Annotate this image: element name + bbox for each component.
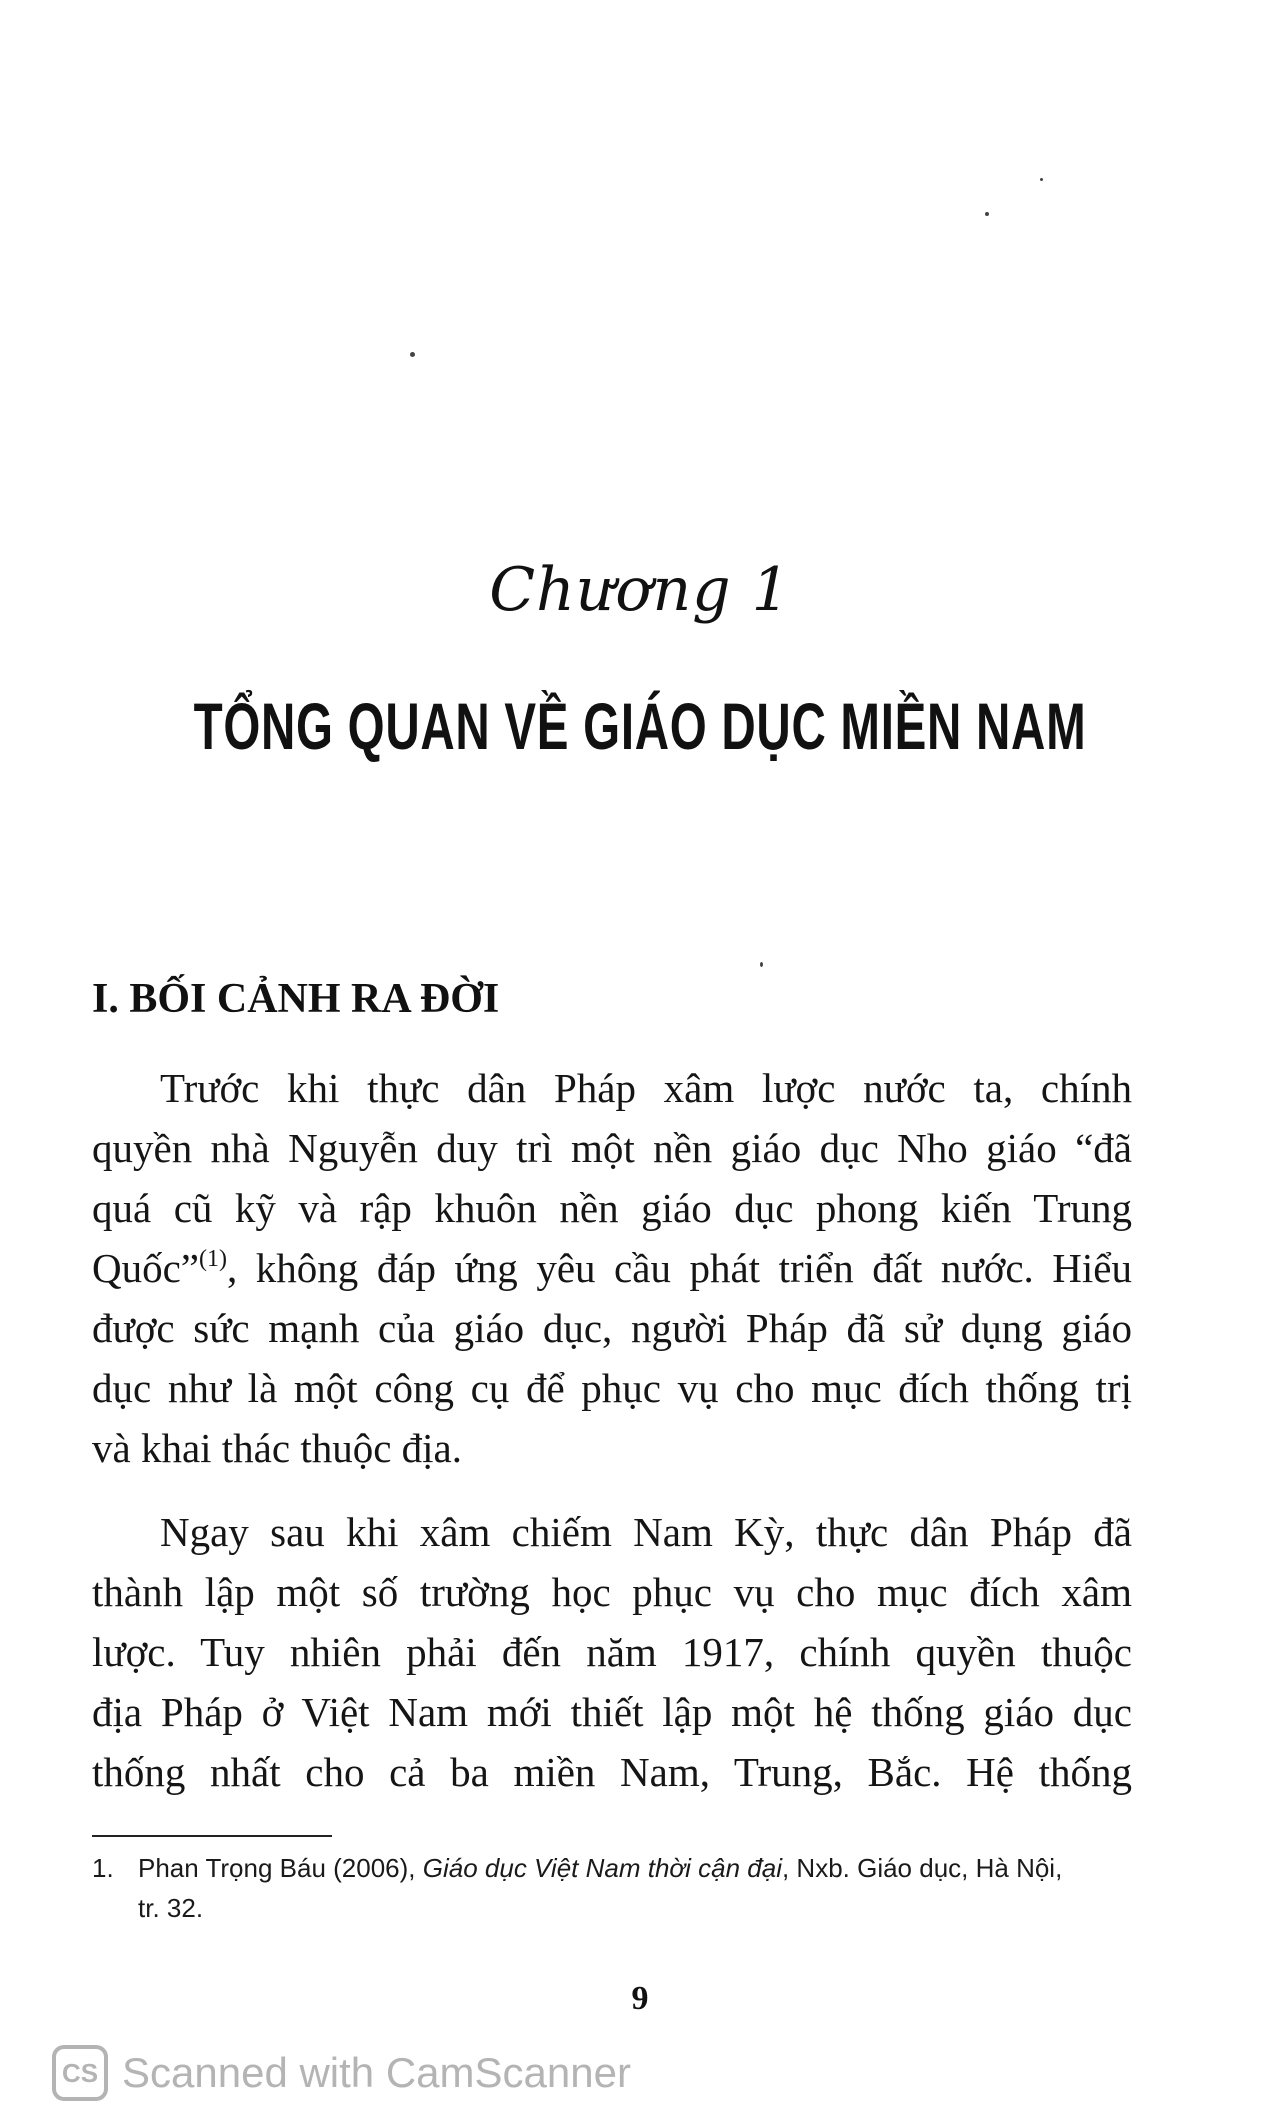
camscanner-logo-icon: CS: [52, 2045, 108, 2101]
text-line-with-footnote: [92, 1238, 1132, 1298]
footnote-author: Phan Trọng Báu (2006),: [138, 1853, 416, 1883]
footnote-publisher: , Nxb. Giáo dục, Hà Nội,: [781, 1853, 1063, 1883]
paragraph: [92, 1058, 1132, 1478]
footnote-divider: [92, 1835, 332, 1837]
scan-speck: [760, 962, 763, 967]
footnote-number: 1.: [92, 1853, 114, 1883]
text-line: địa Pháp ở Việt Nam mới thiết lập một hệ thống giáo dục: [92, 1689, 1132, 1735]
text-line: được sức mạnh của giáo dục, người Pháp đã sử dụng giáo: [92, 1305, 1132, 1351]
scan-speck: [985, 212, 989, 216]
watermark-text: Scanned with CamScanner: [122, 2049, 631, 2096]
text-line: dục như là một công cụ để phục vụ cho mục đích thống trị: [92, 1365, 1132, 1411]
scan-speck: [1040, 178, 1043, 181]
footnote-line: [92, 1848, 1132, 1888]
camscanner-watermark: [52, 2045, 631, 2101]
page-number: 9: [631, 1980, 649, 2017]
footnote: [92, 1848, 1132, 1928]
chapter-title: TỔNG QUAN VỀ GIÁO DỤC MIỀN NAM: [193, 689, 1087, 763]
text-line: thành lập một số trường học phục vụ cho mục đích xâm: [92, 1569, 1132, 1615]
text-line: Ngay sau khi xâm chiếm Nam Kỳ, thực dân Pháp đã: [160, 1509, 1132, 1555]
text-line: Trước khi thực dân Pháp xâm lược nước ta, chính: [160, 1065, 1132, 1111]
text-line: và khai thác thuộc địa.: [92, 1425, 463, 1471]
footnote-book-title: Giáo dục Việt Nam thời cận đại: [422, 1853, 782, 1883]
text-line: quyền nhà Nguyễn duy trì một nền giáo dục Nho giáo “đã: [92, 1125, 1132, 1171]
text-line: lược. Tuy nhiên phải đến năm 1917, chính quyền thuộc: [92, 1629, 1132, 1675]
chapter-label: Chương 1: [489, 555, 791, 625]
scan-speck: [410, 352, 415, 357]
text-fragment: , không đáp ứng yêu cầu phát triển đất nước. Hiểu: [227, 1245, 1132, 1291]
text-line: thống nhất cho cả ba miền Nam, Trung, Bắc. Hệ thống: [92, 1749, 1132, 1795]
text-line: quá cũ kỹ và rập khuôn nền giáo dục phong kiến Trung: [92, 1185, 1132, 1231]
section-heading: I. BỐI CẢNH RA ĐỜI: [92, 976, 500, 1022]
text-fragment: Quốc”: [92, 1245, 200, 1291]
paragraph: [92, 1502, 1132, 1802]
footnote-reference[interactable]: (1): [199, 1246, 227, 1272]
footnote-pages: tr. 32.: [138, 1893, 204, 1923]
